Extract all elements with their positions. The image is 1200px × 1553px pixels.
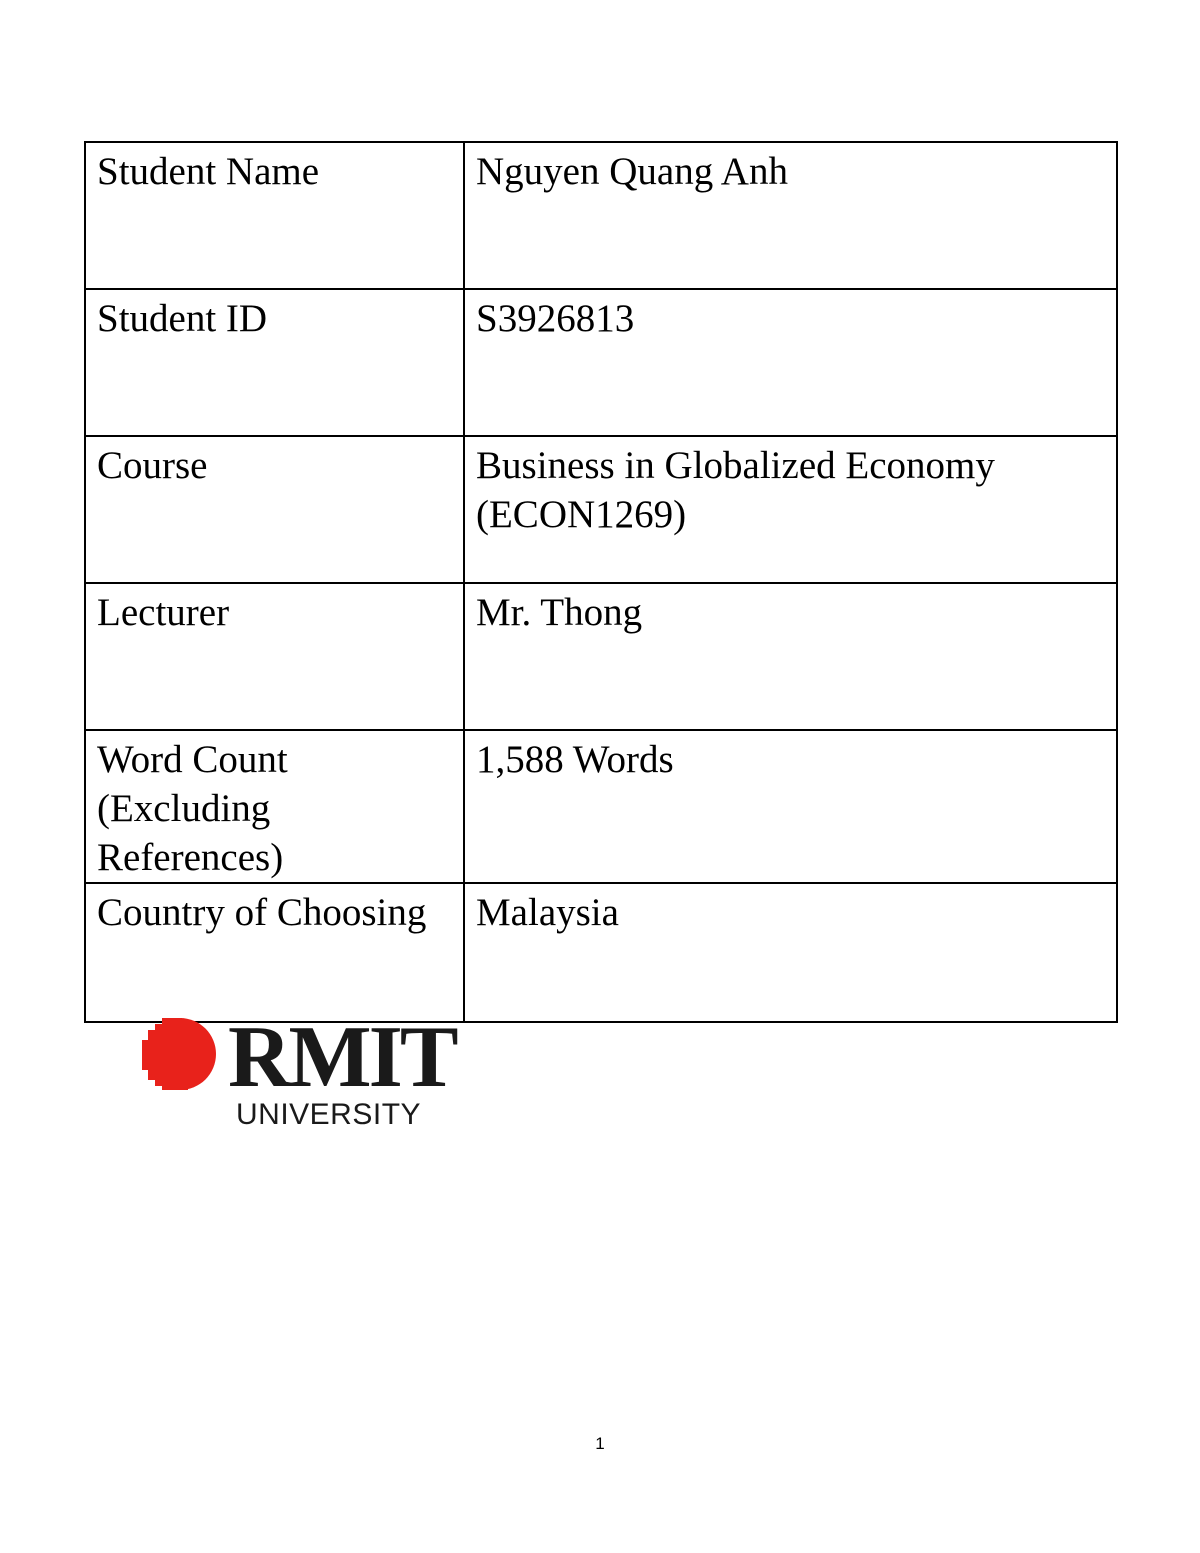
cover-info-table — [84, 141, 1118, 1023]
rmit-pixel-mark-icon — [140, 1016, 220, 1096]
word-count-label: Word Count (Excluding References) — [85, 730, 464, 883]
university-subtitle: UNIVERSITY — [236, 1098, 422, 1131]
table-row-lecturer — [85, 583, 1117, 730]
rmit-wordmark: RMIT — [228, 1009, 456, 1106]
word-count-value: 1,588 Words — [464, 730, 1117, 883]
table-row-student-id — [85, 289, 1117, 436]
student-name-value: Nguyen Quang Anh — [464, 142, 1117, 289]
course-label: Course — [85, 436, 464, 583]
country-label: Country of Choosing — [85, 883, 464, 1022]
student-id-label: Student ID — [85, 289, 464, 436]
page-number: 1 — [595, 1434, 605, 1453]
student-name-label: Student Name — [85, 142, 464, 289]
lecturer-label: Lecturer — [85, 583, 464, 730]
table-row-student-name — [85, 142, 1117, 289]
rmit-logo — [140, 1009, 460, 1136]
course-value: Business in Globalized Economy (ECON1269) — [464, 436, 1117, 583]
table-row-course — [85, 436, 1117, 583]
country-value: Malaysia — [464, 883, 1117, 1022]
lecturer-value: Mr. Thong — [464, 583, 1117, 730]
table-row-country — [85, 883, 1117, 1022]
student-id-value: S3926813 — [464, 289, 1117, 436]
table-row-word-count — [85, 730, 1117, 883]
